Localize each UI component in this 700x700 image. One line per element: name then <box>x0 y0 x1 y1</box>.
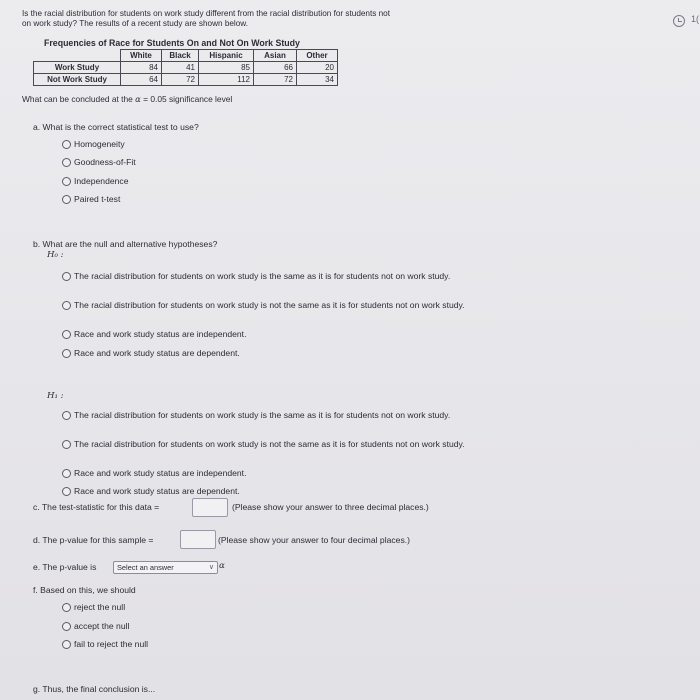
table-cell: 85 <box>199 62 254 74</box>
h1-label: H₁ : <box>47 391 64 401</box>
radio-button[interactable] <box>62 440 71 449</box>
option-label: Independence <box>74 176 129 186</box>
h0-label: H₀ : <box>47 250 64 260</box>
conclusion-suffix: = 0.05 significance level <box>143 94 233 104</box>
part-c-prompt: c. The test-statistic for this data = <box>33 502 160 512</box>
test-statistic-input[interactable] <box>192 498 228 517</box>
radio-button[interactable] <box>62 272 71 281</box>
row-label: Not Work Study <box>34 74 121 86</box>
table-cell: 64 <box>121 74 162 86</box>
option-reject-null[interactable] <box>62 602 125 612</box>
table-cell: 72 <box>162 74 199 86</box>
option-homogeneity[interactable] <box>62 139 125 149</box>
table-cell: 34 <box>297 74 338 86</box>
radio-button[interactable] <box>62 140 71 149</box>
part-b-prompt: b. What are the null and alternative hypotheses? <box>33 239 218 249</box>
header-asian: Asian <box>254 50 297 62</box>
table-header-row <box>34 50 338 62</box>
option-accept-null[interactable] <box>62 621 129 631</box>
option-paired-t-test[interactable] <box>62 194 120 204</box>
radio-button[interactable] <box>62 640 71 649</box>
option-label: The racial distribution for students on work study is not the same as it is for students not on work study. <box>74 439 465 449</box>
header-other: Other <box>297 50 338 62</box>
question-line-2: on work study? The results of a recent study are shown below. <box>22 19 249 28</box>
h0-option-same-distribution[interactable] <box>62 271 492 281</box>
table-cell: 112 <box>199 74 254 86</box>
option-fail-to-reject-null[interactable] <box>62 639 148 649</box>
radio-button[interactable] <box>62 603 71 612</box>
p-value-input[interactable] <box>180 530 216 549</box>
option-label: Paired t-test <box>74 194 121 204</box>
option-label: Goodness-of-Fit <box>74 157 136 167</box>
select-value: Select an answer <box>117 563 174 572</box>
table-cell: 41 <box>162 62 199 74</box>
frequency-table <box>33 49 338 86</box>
option-label: The racial distribution for students on work study is not the same as it is for students not on work study. <box>74 300 465 310</box>
table-row <box>34 74 338 86</box>
radio-button[interactable] <box>62 330 71 339</box>
option-label: Race and work study status are independent. <box>74 329 247 339</box>
header-black: Black <box>162 50 199 62</box>
part-a-prompt: a. What is the correct statistical test to use? <box>33 122 199 132</box>
option-goodness-of-fit[interactable] <box>62 157 136 167</box>
option-label: accept the null <box>74 621 130 631</box>
h0-option-independent[interactable] <box>62 329 246 339</box>
radio-button[interactable] <box>62 301 71 310</box>
part-f-prompt: f. Based on this, we should <box>33 585 136 595</box>
table-title: Frequencies of Race for Students On and Not On Work Study <box>44 38 300 48</box>
alpha-suffix: α <box>219 561 225 571</box>
alpha-symbol: α <box>135 94 141 104</box>
table-cell: 72 <box>254 74 297 86</box>
question-line-1: Is the racial distribution for students on work study different from the racial distribution for students not <box>22 9 391 18</box>
radio-button[interactable] <box>62 622 71 631</box>
option-label: reject the null <box>74 602 126 612</box>
header-white: White <box>121 50 162 62</box>
radio-button[interactable] <box>62 469 71 478</box>
table-row <box>34 62 338 74</box>
option-independence[interactable] <box>62 176 128 186</box>
table-cell: 84 <box>121 62 162 74</box>
h1-option-independent[interactable] <box>62 468 246 478</box>
chevron-down-icon: ∨ <box>208 564 214 571</box>
h1-option-different-distribution[interactable] <box>62 439 492 449</box>
option-label: Race and work study status are dependent. <box>74 486 240 496</box>
header-hispanic: Hispanic <box>199 50 254 62</box>
option-label: Race and work study status are independent. <box>74 468 247 478</box>
h1-option-dependent[interactable] <box>62 486 240 496</box>
part-g-prompt: g. Thus, the final conclusion is... <box>33 684 156 694</box>
conclusion-prefix: What can be concluded at the <box>22 94 133 104</box>
part-c-hint: (Please show your answer to three decimal places.) <box>232 502 429 512</box>
option-label: The racial distribution for students on work study is the same as it is for students not on work study. <box>74 271 451 281</box>
h0-option-different-distribution[interactable] <box>62 300 492 310</box>
part-d-prompt: d. The p-value for this sample = <box>33 535 154 545</box>
corner-label: 1( <box>691 14 700 24</box>
radio-button[interactable] <box>62 349 71 358</box>
radio-button[interactable] <box>62 411 71 420</box>
option-label: Race and work study status are dependent. <box>74 348 240 358</box>
h0-option-dependent[interactable] <box>62 348 240 358</box>
table-cell: 20 <box>297 62 338 74</box>
radio-button[interactable] <box>62 177 71 186</box>
row-label: Work Study <box>34 62 121 74</box>
question-intro <box>22 9 390 29</box>
radio-button[interactable] <box>62 487 71 496</box>
option-label: The racial distribution for students on work study is the same as it is for students not on work study. <box>74 410 451 420</box>
radio-button[interactable] <box>62 195 71 204</box>
table-cell: 66 <box>254 62 297 74</box>
h1-option-same-distribution[interactable] <box>62 410 492 420</box>
table-corner <box>34 50 121 62</box>
radio-button[interactable] <box>62 158 71 167</box>
significance-statement <box>22 94 232 104</box>
part-e-prompt: e. The p-value is <box>33 562 97 572</box>
clock-icon[interactable] <box>673 15 685 27</box>
comparison-select[interactable] <box>113 561 218 574</box>
option-label: Homogeneity <box>74 139 125 149</box>
option-label: fail to reject the null <box>74 639 149 649</box>
part-d-hint: (Please show your answer to four decimal places.) <box>218 535 411 545</box>
